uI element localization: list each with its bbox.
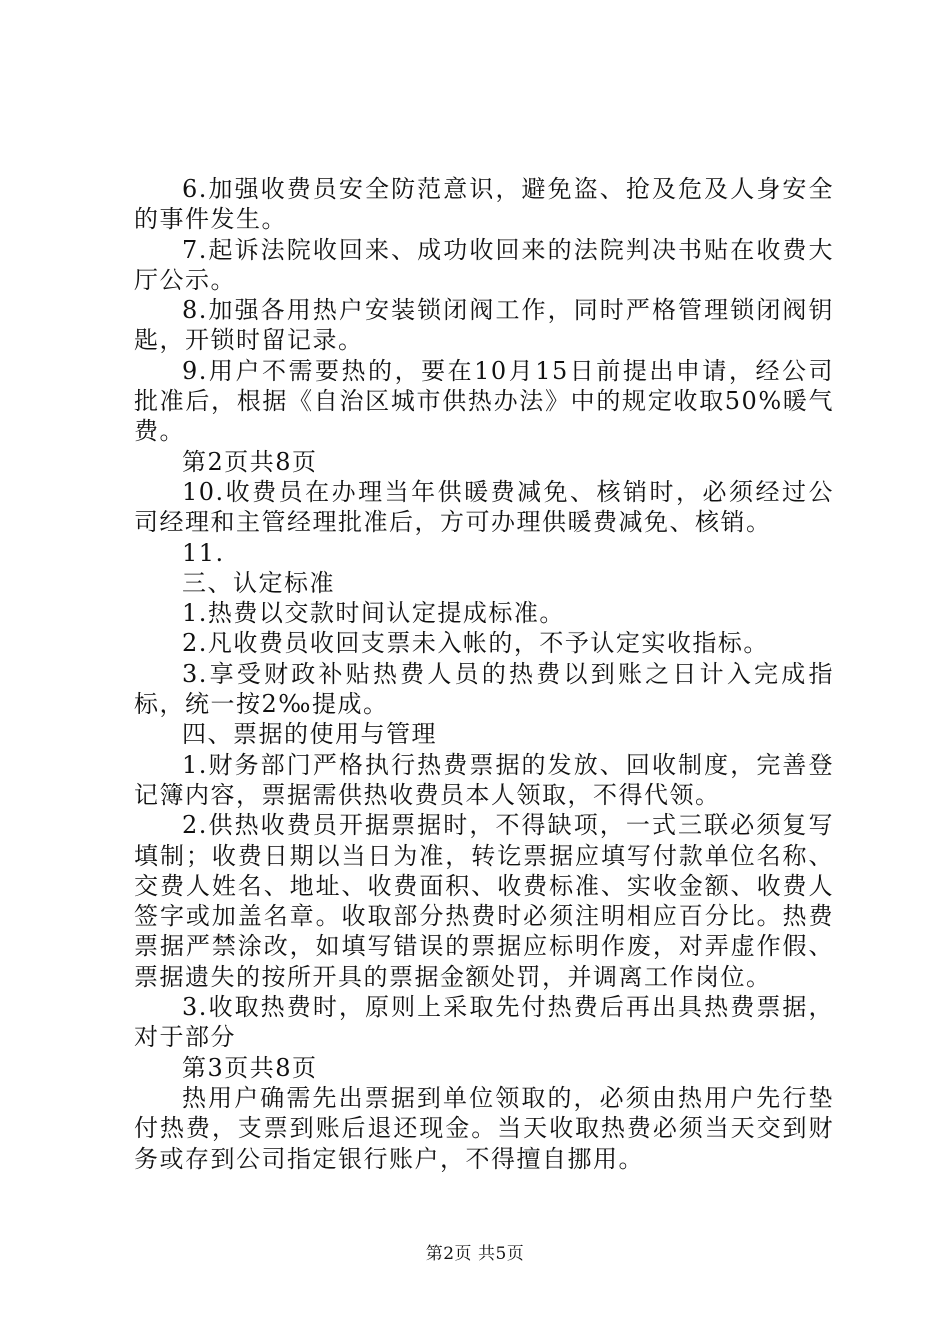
page-footer: 第2页 共5页 <box>425 1244 525 1264</box>
paragraph-item-10: 10.收费员在办理当年供暖费减免、核销时，必须经过公司经理和主管经理批准后，方可办理供暖费减免、核销。 <box>134 477 834 537</box>
paragraph-item: 1.财务部门严格执行热费票据的发放、回收制度，完善登记簿内容，票据需供热收费员本人领取，不得代领。 <box>134 750 834 809</box>
paragraph-item: 2.供热收费员开据票据时，不得缺项，一式三联必须复写填制；收费日期以当日为准，转讫票据应填写付款单位名称、交费人姓名、地址、收费面积、收费标准、实收金额、收费人签字或加盖名章。收取部分热费时必须注明相应百分比。热费票据严禁涂改，如填写错误的票据应标明作废，对弄虚作假、票据遗失的按所开具的票据金额处罚，并调离工作岗位。 <box>134 811 834 991</box>
paragraph-item-8: 8.加强各用热户安装锁闭阀工作，同时严格管理锁闭阀钥匙，开锁时留记录。 <box>134 296 834 355</box>
paragraph-item: 1.热费以交款时间认定提成标准。 <box>182 599 565 628</box>
paragraph-item-9: 9.用户不需要热的，要在10月15日前提出申请，经公司批准后，根据《自治区城市供热办法》中的规定收取50%暖气费。 <box>134 356 834 446</box>
paragraph-item-6: 6.加强收费员安全防范意识，避免盗、抢及危及人身安全的事件发生。 <box>134 175 834 234</box>
paragraph-item: 3.享受财政补贴热费人员的热费以到账之日计入完成指标，统一按2‰提成。 <box>134 659 834 719</box>
paragraph-item: 热用户确需先出票据到单位领取的，必须由热用户先行垫付热费，支票到账后退还现金。当天收取热费必须当天交到财务或存到公司指定银行账户，不得擅自挪用。 <box>134 1083 834 1173</box>
document-body <box>134 174 834 1174</box>
paragraph-item: 2.凡收费员收回支票未入帐的，不予认定实收指标。 <box>182 629 769 658</box>
inline-page-marker: 第3页共8页 <box>182 1053 318 1082</box>
paragraph-item-11: 11. <box>182 538 225 567</box>
section-heading-3: 三、认定标准 <box>182 568 335 597</box>
section-heading-4: 四、票据的使用与管理 <box>182 720 437 749</box>
paragraph-item: 3.收取热费时，原则上采取先付热费后再出具热费票据，对于部分 <box>134 993 834 1052</box>
paragraph-item-7: 7.起诉法院收回来、成功收回来的法院判决书贴在收费大厅公示。 <box>134 235 834 294</box>
inline-page-marker: 第2页共8页 <box>182 447 318 476</box>
